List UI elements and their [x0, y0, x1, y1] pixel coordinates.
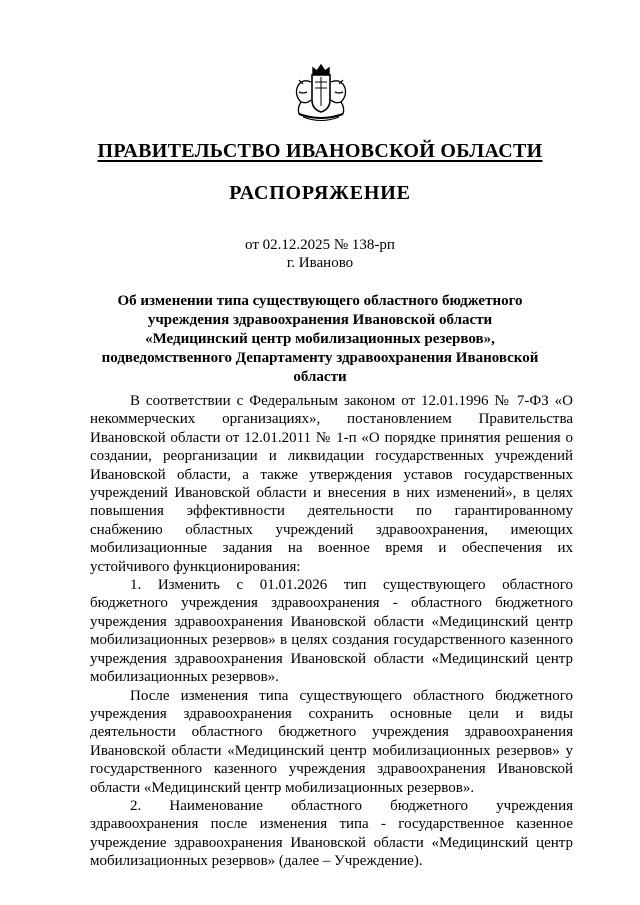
after-change-paragraph: После изменения типа существующего областного бюджетного учреждения здравоохранения сохранить основные цели и виды деятельности областного бюджетного учреждения здравоохранения Ивановской области «Медицинский центр мобилизационных резервов» у государственного казенного учреждения здравоохранения Ивановской области «Медицинский центр мобилизационных резервов».	[90, 687, 573, 796]
document-date-number: от 02.12.2025 № 138-рп	[245, 237, 395, 253]
document-type: РАСПОРЯЖЕНИЕ	[229, 182, 411, 204]
document-body	[90, 392, 573, 871]
item-1-paragraph: 1. Изменить с 01.01.2026 тип существующего областного бюджетного учреждения здравоохранения - областного бюджетного учреждения здравоохранения Ивановской области «Медицинский центр мобилизационных резервов» в целях создания государственного казенного учреждения здравоохранения Ивановской области «Медицинский центр мобилизационных резервов».	[90, 577, 573, 686]
coat-of-arms-icon	[289, 62, 353, 124]
item-2-paragraph: 2. Наименование областного бюджетного учреждения здравоохранения после изменения типа - государственное казенное учреждение здравоохранения Ивановской области «Медицинский центр мобилизационных резервов» (далее – Учреждение).	[90, 797, 573, 870]
government-title: ПРАВИТЕЛЬСТВО ИВАНОВСКОЙ ОБЛАСТИ	[97, 140, 543, 162]
document-city: г. Иваново	[286, 255, 354, 271]
document-subject: Об изменении типа существующего областного бюджетного учреждения здравоохранения Ивановской области «Медицинский центр мобилизационных резервов», подведомственного Департаменту здравоохранения Ивановской области	[101, 293, 539, 385]
preamble-paragraph: В соответствии с Федеральным законом от 12.01.1996 № 7-ФЗ «О некоммерческих организациях», постановлением Правительства Ивановской области от 12.01.2011 № 1-п «О порядке принятия решения о создании, реорганизации и ликвидации государственных учреждений Ивановской области, а также утверждения уставов государственных учреждений Ивановской области и внесения в них изменений», в целях повышения эффективности деятельности по гарантированному снабжению областных учреждений здравоохранения, имеющих мобилизационные задания на военное время и обеспечения их устойчивого функционирования:	[90, 393, 573, 575]
